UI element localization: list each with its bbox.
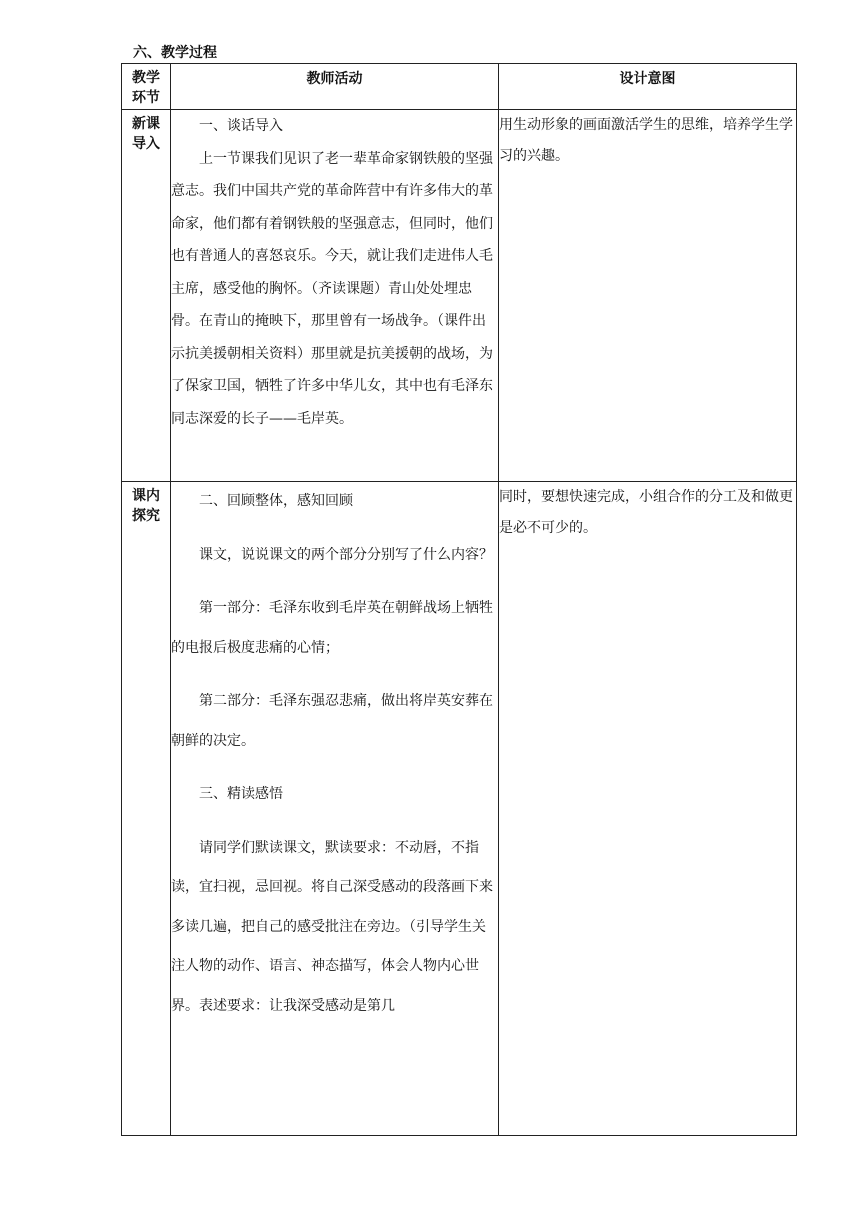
paragraph: 第二部分：毛泽东强忍悲痛，做出将岸英安葬在朝鲜的决定。 [171, 693, 493, 749]
paragraph: 课文，说说课文的两个部分分别写了什么内容？ [199, 546, 493, 563]
paragraph: 第一部分：毛泽东收到毛岸英在朝鲜战场上牺牲的电报后极度悲痛的心情； [171, 600, 493, 656]
teacher-activity-cell [171, 110, 499, 482]
table-header-row [122, 64, 797, 110]
header-stage: 教学环节 [122, 64, 171, 110]
teacher-activity-cell [171, 482, 499, 1136]
table-row [122, 482, 797, 1136]
design-intent-cell: 同时，要想快速完成，小组合作的分工及和做更是必不可少的。 [499, 482, 797, 1136]
header-teacher: 教师活动 [171, 64, 499, 110]
paragraph: 请同学们默读课文，默读要求：不动唇，不指读，宜扫视，忌回视。将自己深受感动的段落画下来多读几遍，把自己的感受批注在旁边。（引导学生关注人物的动作、语言、神态描写，体会人物内心世界。表述要求：让我深受感动是第几 [171, 839, 493, 1014]
paragraph: 上一节课我们见识了老一辈革命家钢铁般的坚强意志。我们中国共产党的革命阵营中有许多伟大的革命家，他们都有着钢铁般的坚强意志，但同时，他们也有普通人的喜怒哀乐。今天，就让我们走进伟人毛主席，感受他的胸怀。（齐读课题）青山处处埋忠骨。在青山的掩映下，那里曾有一场战争。（课件出示抗美援朝相关资料）那里就是抗美援朝的战场，为了保家卫国，牺牲了许多中华儿女，其中也有毛泽东同志深爱的长子——毛岸英。 [171, 150, 493, 427]
paragraph: 一、谈话导入 [199, 118, 283, 134]
stage-cell: 新课导入 [122, 110, 171, 482]
stage-cell: 课内探究 [122, 482, 171, 1136]
teaching-process-table [121, 63, 797, 1136]
design-intent-cell: 用生动形象的画面激活学生的思维，培养学生学习的兴趣。 [499, 110, 797, 482]
paragraph: 三、精读感悟 [199, 786, 283, 802]
table-row [122, 110, 797, 482]
paragraph: 二、回顾整体，感知回顾 [199, 493, 353, 509]
header-intent: 设计意图 [499, 64, 797, 110]
section-title: 六、教学过程 [133, 45, 217, 61]
